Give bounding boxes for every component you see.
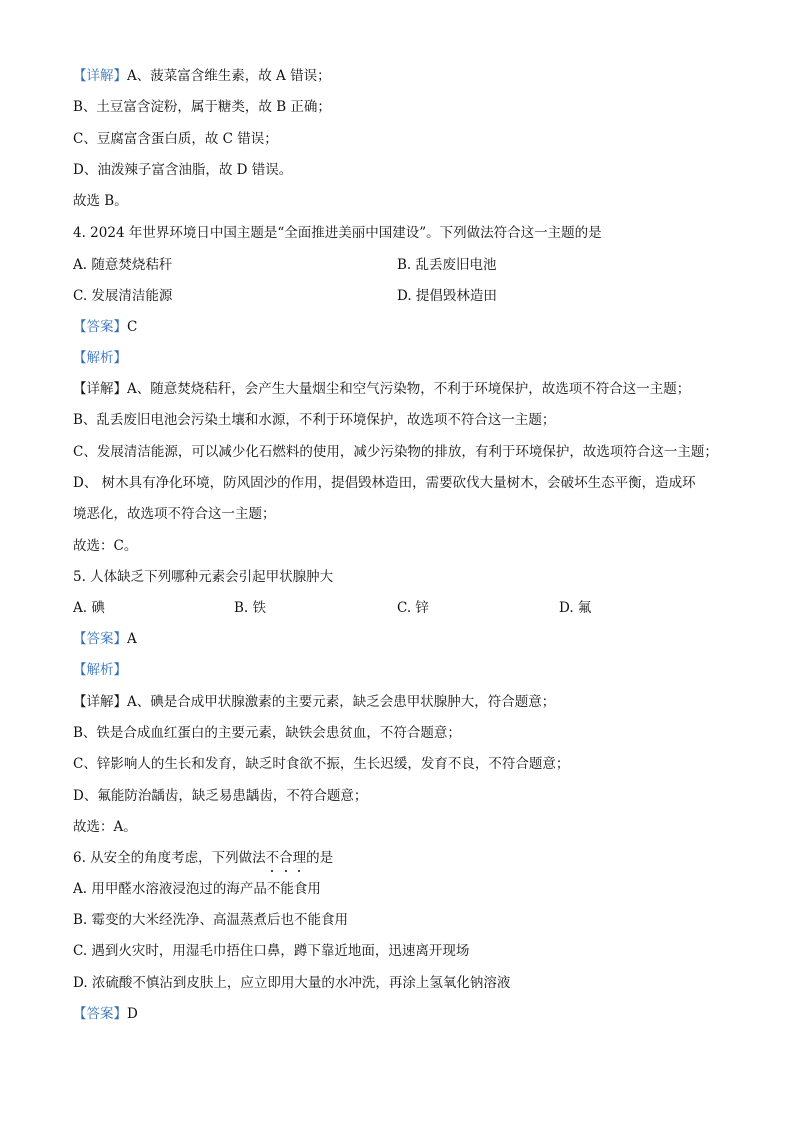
detail-text: A、菠菜富含维生素，故 A 错误； xyxy=(127,68,331,84)
q4-answer xyxy=(73,318,137,336)
q4-line-b: B、乱丢废旧电池会污染土壤和水源，不利于环境保护，故选项不符合这一主题； xyxy=(73,412,556,428)
question-suffix: 的是 xyxy=(306,850,334,866)
q4-analysis-tag: 【解析】 xyxy=(73,350,127,366)
question-prefix: 6. 从安全的角度考虑，下列做法 xyxy=(73,850,266,866)
q5-line-d: D、氟能防治龋齿，缺乏易患龋齿，不符合题意； xyxy=(73,788,368,804)
q6-answer xyxy=(73,1005,138,1023)
q5-option-a: A. 碘 xyxy=(73,600,105,616)
q4-detail-line xyxy=(73,380,690,398)
q3-detail-line xyxy=(73,67,331,85)
q5-question: 5. 人体缺乏下列哪种元素会引起甲状腺肿大 xyxy=(73,569,334,585)
answer-tag: 【答案】 xyxy=(73,319,127,335)
q5-option-b: B. 铁 xyxy=(234,600,267,616)
q5-detail-line xyxy=(73,693,555,711)
q5-analysis-tag: 【解析】 xyxy=(73,662,127,678)
detail-text: A、随意焚烧秸秆，会产生大量烟尘和空气污染物，不利于环境保护，故选项不符合这一主题； xyxy=(127,381,691,397)
q5-answer xyxy=(73,630,137,648)
answer-value: D xyxy=(127,1006,138,1022)
q5-option-c: C. 锌 xyxy=(397,600,429,616)
q3-line-c: C、豆腐富含蛋白质，故 C 错误； xyxy=(73,131,278,147)
q6-option-d: D. 浓硫酸不慎沾到皮肤上，应立即用大量的水冲洗，再涂上氢氧化钠溶液 xyxy=(73,975,511,991)
q4-line-d1: D、 树木具有净化环境，防风固沙的作用，提倡毁林造田，需要砍伐大量树木，会破坏生态平衡，造成环 xyxy=(73,475,696,491)
q5-option-d: D. 氟 xyxy=(559,600,592,616)
q4-question: 4. 2024 年世界环境日中国主题是“全面推进美丽中国建设”。下列做法符合这一主题的是 xyxy=(73,225,602,241)
emphasis-char: 理 xyxy=(292,850,307,866)
q5-conclusion: 故选：A。 xyxy=(73,819,137,835)
q4-option-a: A. 随意焚烧秸秆 xyxy=(73,257,173,273)
answer-tag: 【答案】 xyxy=(73,1006,127,1022)
q6-question xyxy=(73,849,333,867)
q4-line-d2: 境恶化，故选项不符合这一主题； xyxy=(73,506,276,522)
q4-option-d: D. 提倡毁林造田 xyxy=(397,288,497,304)
q6-option-c: C. 遇到火灾时，用湿毛巾捂住口鼻，蹲下靠近地面，迅速离开现场 xyxy=(73,943,470,959)
q4-line-c: C、发展清洁能源，可以减少化石燃料的使用，减少污染物的排放，有利于环境保护，故选项符合这一主题； xyxy=(73,444,718,460)
q6-option-b: B. 霉变的大米经洗净、高温蒸煮后也不能食用 xyxy=(73,912,349,928)
q6-option-a: A. 用甲醛水溶液浸泡过的海产品不能食用 xyxy=(73,881,321,897)
detail-tag: 【详解】 xyxy=(73,694,127,710)
detail-tag: 【详解】 xyxy=(73,68,127,84)
answer-tag: 【答案】 xyxy=(73,631,127,647)
answer-value: A xyxy=(127,631,137,647)
detail-tag: 【详解】 xyxy=(73,381,127,397)
detail-text: A、碘是合成甲状腺激素的主要元素，缺乏会患甲状腺肿大，符合题意； xyxy=(127,694,556,710)
q5-line-c: C、锌影响人的生长和发育，缺乏时食欲不振，生长迟缓，发育不良，不符合题意； xyxy=(73,756,570,772)
q4-option-b: B. 乱丢废旧电池 xyxy=(397,257,497,273)
answer-value: C xyxy=(127,319,138,335)
q3-conclusion: 故选 B。 xyxy=(73,193,128,209)
emphasis-char: 不 xyxy=(265,850,280,866)
q3-line-d: D、油泼辣子富含油脂，故 D 错误。 xyxy=(73,162,293,178)
q4-conclusion: 故选：C。 xyxy=(73,538,138,554)
q3-line-b: B、土豆富含淀粉，属于糖类，故 B 正确； xyxy=(73,99,331,115)
q4-option-c: C. 发展清洁能源 xyxy=(73,288,173,304)
q5-line-b: B、铁是合成血红蛋白的主要元素，缺铁会患贫血，不符合题意； xyxy=(73,725,461,741)
emphasis-char: 合 xyxy=(279,850,293,866)
